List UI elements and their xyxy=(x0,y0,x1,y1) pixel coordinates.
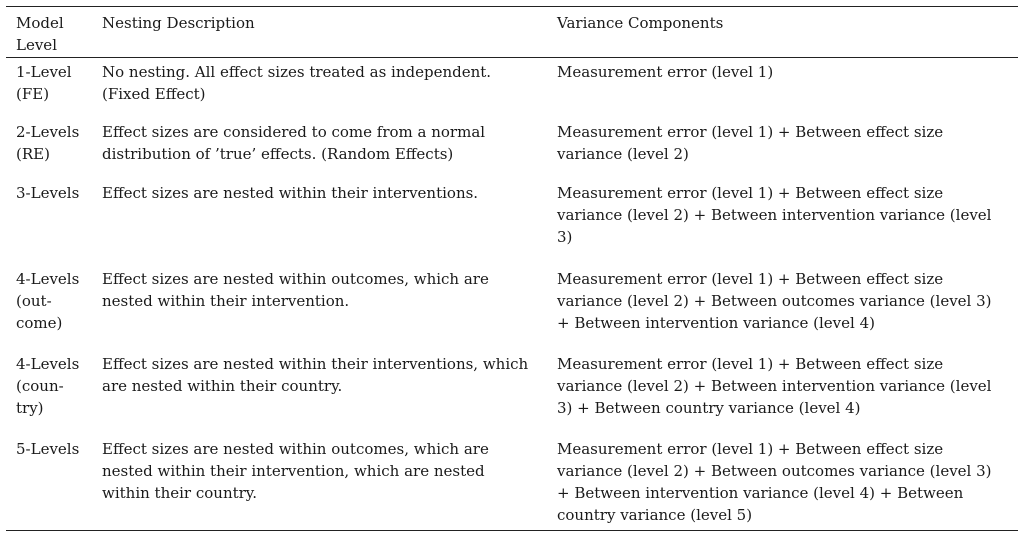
model-level-cell: 4-Levels (coun- try) xyxy=(16,355,80,417)
nesting-description-cell: Effect sizes are nested within their interventions. xyxy=(102,184,479,202)
header-row xyxy=(6,7,1018,58)
model-levels-table xyxy=(6,6,1018,531)
variance-components-cell: Measurement error (level 1) + Between effect size variance (level 2) + Between intervention variance (level 3) + Between country variance (level 4) xyxy=(557,355,992,417)
table-row xyxy=(6,435,1018,531)
model-level-cell: 4-Levels (out- come) xyxy=(16,270,80,332)
model-level-cell: 3-Levels xyxy=(16,184,80,202)
variance-components-cell: Measurement error (level 1) xyxy=(557,63,774,81)
model-level-cell: 2-Levels (RE) xyxy=(16,123,80,163)
model-level-cell: 1-Level (FE) xyxy=(16,63,72,103)
nesting-description-cell: Effect sizes are nested within outcomes, which are nested within their intervention. xyxy=(102,270,489,310)
table-body xyxy=(6,58,1018,531)
variance-components-cell: Measurement error (level 1) + Between effect size variance (level 2) + Between outcomes variance (level 3) + Between intervention variance (level 4) xyxy=(557,270,992,332)
header-nesting-description: Nesting Description xyxy=(102,14,255,32)
table-row xyxy=(6,118,1018,179)
header-model-level: Model Level xyxy=(16,14,64,54)
nesting-description-cell: No nesting. All effect sizes treated as independent. (Fixed Effect) xyxy=(102,63,492,103)
variance-components-cell: Measurement error (level 1) + Between effect size variance (level 2) + Between outcomes variance (level 3) + Between intervention variance (level 4) + Between country variance (level 5) xyxy=(557,440,992,524)
table-row xyxy=(6,265,1018,350)
nesting-description-cell: Effect sizes are nested within their interventions, which are nested within their country. xyxy=(102,355,529,395)
table-row xyxy=(6,179,1018,265)
model-level-cell: 5-Levels xyxy=(16,440,80,458)
nesting-description-cell: Effect sizes are considered to come from a normal distribution of ’true’ effects. (Random Effects) xyxy=(102,123,486,163)
table-header xyxy=(6,7,1018,58)
table-row xyxy=(6,350,1018,435)
variance-components-cell: Measurement error (level 1) + Between effect size variance (level 2) xyxy=(557,123,944,163)
variance-components-cell: Measurement error (level 1) + Between effect size variance (level 2) + Between intervention variance (level 3) xyxy=(557,184,992,246)
table-row xyxy=(6,58,1018,119)
header-variance-components: Variance Components xyxy=(557,14,724,32)
nesting-description-cell: Effect sizes are nested within outcomes, which are nested within their intervention, which are nested within their country. xyxy=(102,440,489,502)
model-levels-table-container xyxy=(6,6,1018,531)
